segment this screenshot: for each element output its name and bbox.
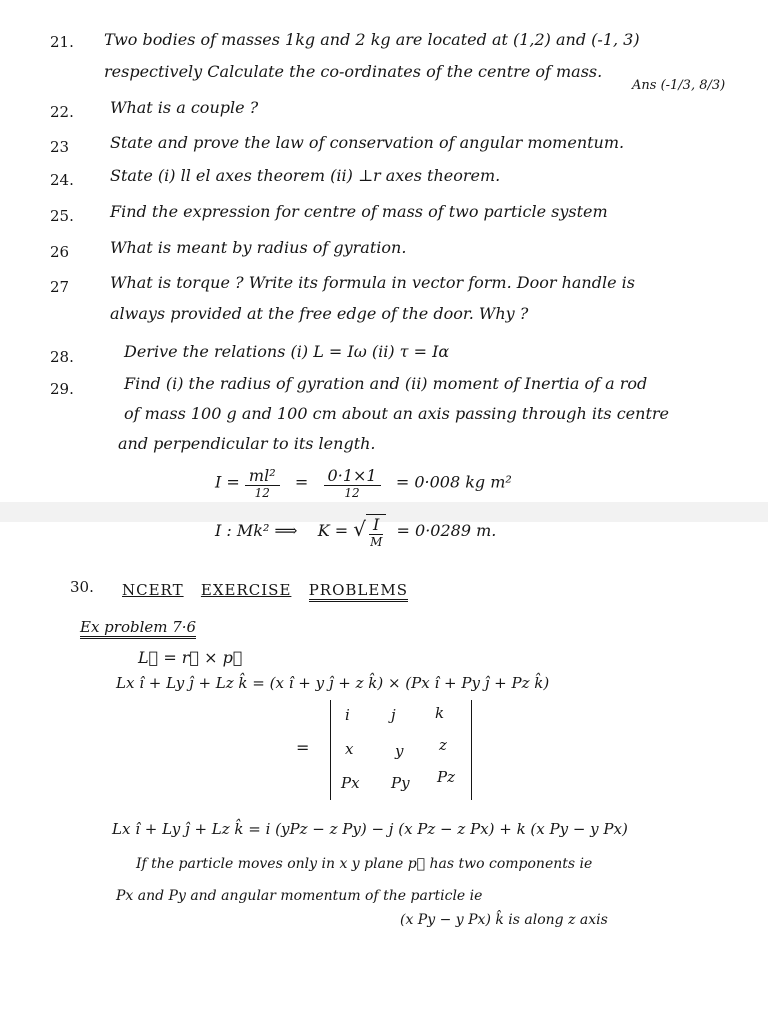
note-line-2: Px and Py and angular momentum of the particle ie <box>116 888 483 904</box>
cross-product-expansion: Lx î + Ly ĵ + Lz k̂ = (x î + y ĵ + z k̂) × (Px î + Py ĵ + Pz k̂) <box>116 674 550 692</box>
question-number-21: 21. <box>50 33 74 51</box>
q29-sqrt-fraction <box>366 514 386 549</box>
det-r3-c2: Py <box>391 774 410 792</box>
q29-fraction-ml2-top: ml² <box>245 466 280 486</box>
note-line-1: If the particle moves only in x y plane p⃗ has two components ie <box>136 856 593 872</box>
section-heading <box>122 581 408 599</box>
q29-fraction-ml2 <box>245 466 280 500</box>
question-29-line-3: and perpendicular to its length. <box>118 434 376 453</box>
q29-fraction-values-bottom: 12 <box>344 486 360 500</box>
sqrt-icon: √ <box>353 517 367 541</box>
det-r1-c1: i <box>345 706 350 724</box>
question-number-22: 22. <box>50 103 74 121</box>
question-27-line-2: always provided at the free edge of the door. Why ? <box>110 304 529 323</box>
question-26-line-1: What is meant by radius of gyration. <box>110 238 407 257</box>
determinant-equals: = <box>296 738 310 757</box>
q29-inertia-formula <box>215 466 512 500</box>
question-number-29: 29. <box>50 380 74 398</box>
question-number-23: 23 <box>50 138 70 156</box>
question-number-24: 24. <box>50 171 74 189</box>
q29-sqrt-bottom: M <box>370 535 383 549</box>
question-number-28: 28. <box>50 348 74 366</box>
section-number-30: 30. <box>70 578 94 596</box>
q29-fraction-values <box>324 466 381 500</box>
question-number-25: 25. <box>50 207 74 225</box>
det-r3-c1: Px <box>341 774 360 792</box>
question-29-line-2: of mass 100 g and 100 cm about an axis passing through its centre <box>124 404 669 423</box>
question-27-line-1: What is torque ? Write its formula in vector form. Door handle is <box>110 273 635 292</box>
question-23-line-1: State and prove the law of conservation of angular momentum. <box>110 133 625 152</box>
det-r1-c3: k <box>435 704 445 722</box>
question-21-answer: Ans (-1/3, 8/3) <box>632 78 726 93</box>
determinant-matrix <box>330 700 472 800</box>
q29-gyration-formula <box>215 514 496 549</box>
question-number-27: 27 <box>50 278 70 296</box>
question-21-line-2: respectively Calculate the co-ordinates of the centre of mass. <box>104 62 603 81</box>
question-25-line-1: Find the expression for centre of mass of two particle system <box>110 202 608 221</box>
heading-ncert: NCERT <box>122 581 184 599</box>
question-24-line-1: State (i) ll el axes theorem (ii) ⊥r axes theorem. <box>110 166 501 185</box>
det-r3-c3: Pz <box>437 768 455 786</box>
det-r2-c1: x <box>345 740 354 758</box>
example-label: Ex problem 7·6 <box>80 618 196 639</box>
q29-equals-sign: = <box>294 472 309 492</box>
det-r1-c2: j <box>391 706 396 724</box>
question-21-line-1: Two bodies of masses 1kg and 2 kg are located at (1,2) and (-1, 3) <box>104 30 640 49</box>
angular-momentum-definition: L⃗ = r⃗ × p⃗ <box>138 648 243 667</box>
question-22-line-1: What is a couple ? <box>110 98 259 117</box>
q29-fraction-values-top: 0·1×1 <box>324 466 381 486</box>
det-r2-c2: y <box>395 742 404 760</box>
question-28-line-1: Derive the relations (i) L = Iω (ii) τ = Iα <box>124 342 450 361</box>
angular-momentum-components: Lx î + Ly ĵ + Lz k̂ = i (yPz − z Py) − j (x Pz − z Px) + k (x Py − y Px) <box>112 820 628 838</box>
q29-k-label: K = <box>317 521 349 540</box>
q29-gyration-lhs: I : Mk² ⟹ <box>215 521 298 540</box>
note-line-3: (x Py − y Px) k̂ is along z axis <box>400 912 608 928</box>
det-r2-c3: z <box>439 736 447 754</box>
q29-fraction-ml2-bottom: 12 <box>254 486 270 500</box>
heading-problems: PROBLEMS <box>309 581 408 602</box>
q29-gyration-result: = 0·0289 m. <box>396 521 497 540</box>
q29-inertia-lhs: I = <box>215 472 240 492</box>
heading-exercise: EXERCISE <box>200 581 292 599</box>
question-29-line-1: Find (i) the radius of gyration and (ii) moment of Inertia of a rod <box>124 374 648 393</box>
q29-inertia-result: = 0·008 kg m² <box>395 472 512 492</box>
q29-sqrt-top: I <box>369 515 383 535</box>
question-number-26: 26 <box>50 243 70 261</box>
